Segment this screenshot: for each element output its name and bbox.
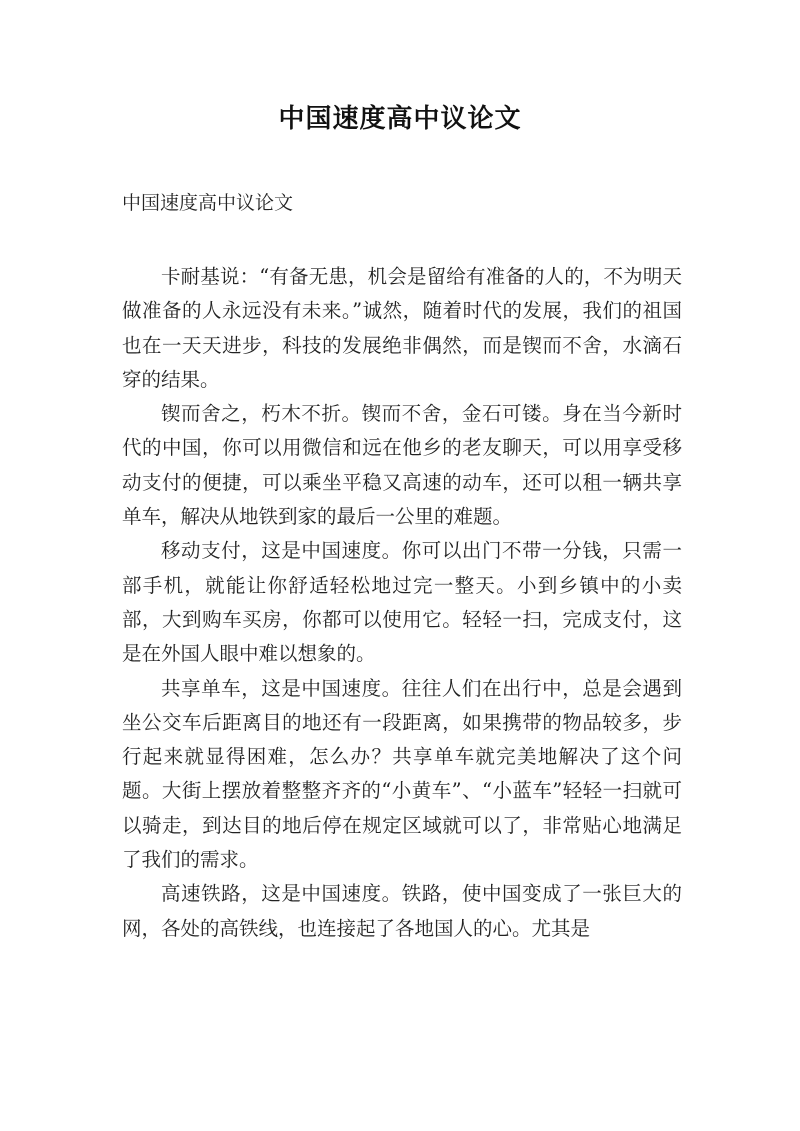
document-subtitle: 中国速度高中议论文 <box>122 192 294 214</box>
document-body <box>122 260 682 946</box>
paragraph-5: 高速铁路，这是中国速度。铁路，使中国变成了一张巨大的网，各处的高铁线，也连接起了各地国人的心。尤其是 <box>122 882 682 940</box>
document-title: 中国速度高中议论文 <box>278 104 522 134</box>
paragraph-1: 卡耐基说：“有备无患，机会是留给有准备的人的，不为明天做准备的人永远没有未来。”诚然，随着时代的发展，我们的祖国也在一天天进步，科技的发展绝非偶然，而是锲而不舍，水滴石穿的结果。 <box>122 265 682 391</box>
paragraph-4: 共享单车，这是中国速度。往往人们在出行中，总是会遇到坐公交车后距离目的地还有一段距离，如果携带的物品较多，步行起来就显得困难，怎么办？共享单车就完美地解决了这个问题。大街上摆放着整整齐齐的“小黄车”、“小蓝车”轻轻一扫就可以骑走，到达目的地后停在规定区域就可以了，非常贴心地满足了我们的需求。 <box>122 676 682 872</box>
paragraph-2: 锲而舍之，朽木不折。锲而不舍，金石可镂。身在当今新时代的中国，你可以用微信和远在他乡的老友聊天，可以用享受移动支付的便捷，可以乘坐平稳又高速的动车，还可以租一辆共享单车，解决从地铁到家的最后一公里的难题。 <box>122 402 682 529</box>
paragraph-3: 移动支付，这是中国速度。你可以出门不带一分钱，只需一部手机，就能让你舒适轻松地过完一整天。小到乡镇中的小卖部，大到购车买房，你都可以使用它。轻轻一扫，完成支付，这是在外国人眼中难以想象的。 <box>122 539 682 666</box>
